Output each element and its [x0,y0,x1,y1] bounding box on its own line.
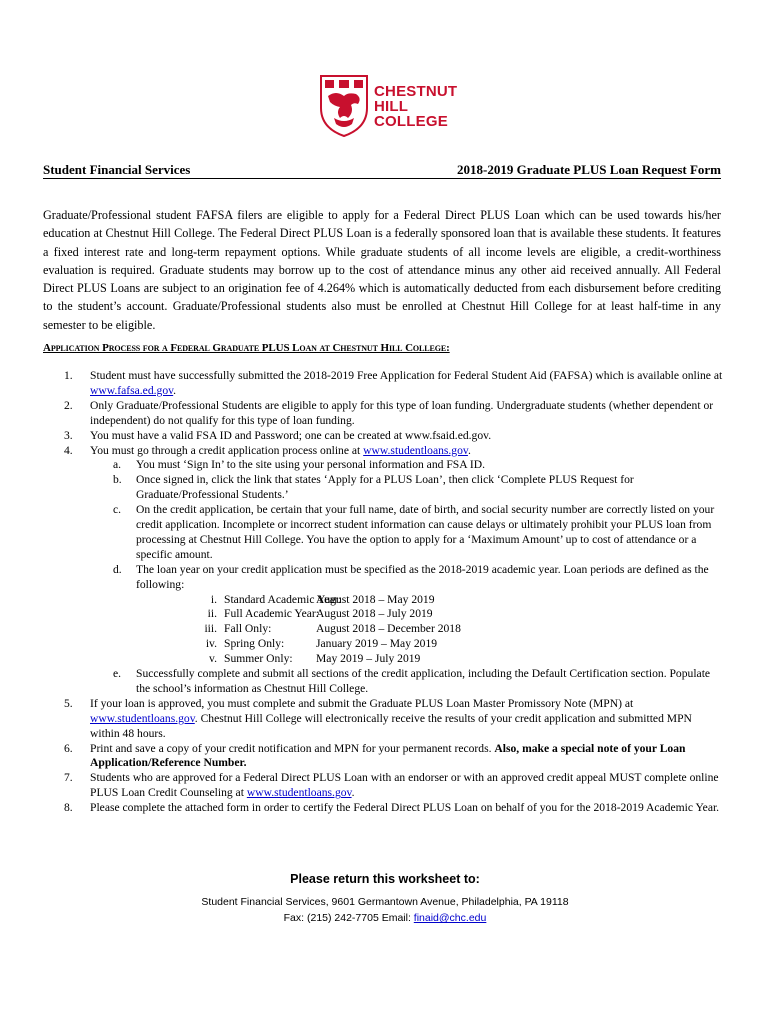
fax-text: Fax: (215) 242-7705 Email: [283,912,414,924]
sub-item [43,458,723,473]
period-value: August 2018 – December 2018 [316,622,461,636]
item-text: Print and save a copy of your credit notification and MPN for your permanent records. [90,741,495,755]
list-item [43,399,723,429]
loan-period-row [43,652,723,667]
period-label: Standard Academic Year: [224,592,342,606]
item-number: 4. [64,443,73,457]
sub-item-text: Once signed in, click the link that states ‘Apply for a PLUS Loan’, then click ‘Complete PLUS Request for Graduate/Professional Students.’ [136,473,634,502]
item-text: Students who are approved for a Federal Direct PLUS Loan with an endorser or with an approved credit appeal MUST complete online PLUS Loan Credit Counseling at [90,771,719,800]
list-item [43,771,723,801]
sub-item [43,563,723,593]
crest-icon [318,72,370,138]
section-heading: Application Process for a Federal Graduate PLUS Loan at Chestnut Hill College: [43,342,450,354]
logo-line: HILL [374,98,409,115]
list-item [43,697,723,742]
item-tail: . [351,786,355,800]
item-bold-note: Also, make a special note of your Loan Application/Reference Number. [90,741,686,770]
item-text: Student must have successfully submitted the 2018-2019 Free Application for Federal Student Aid (FAFSA) which is available online at [90,369,723,382]
logo-line: CHESTNUT [374,83,458,100]
logo-wordmark [374,84,457,129]
email-link[interactable]: finaid@chc.edu [413,912,487,924]
loan-period-row [43,593,723,608]
list-item [43,801,723,816]
period-number: iv. [205,637,217,651]
item-tail: . [467,443,471,457]
return-info [0,872,770,926]
return-title: Please return this worksheet to: [290,872,480,886]
item-number: 5. [64,696,73,710]
sub-item-letter: c. [113,503,122,517]
item-text: Only Graduate/Professional Students are eligible to apply for this type of loan funding. Undergraduate students (whether dependent or independent) do not qualify for this type of loan funding. [90,398,714,427]
studentloans-link[interactable]: www.studentloans.gov [90,711,195,725]
period-label: Spring Only: [224,637,285,651]
period-value: January 2019 – May 2019 [316,637,438,651]
return-address: Student Financial Services, 9601 Germantown Avenue, Philadelphia, PA 19118 [201,896,569,908]
item-text: You must go through a credit application process online at [90,443,364,457]
list-item [43,429,723,444]
list-item [43,369,723,399]
sub-item-text: The loan year on your credit application must be specified as the 2018-2019 academic year. Loan periods are defined as the following: [136,562,709,591]
sub-item-text: Successfully complete and submit all sections of the credit application, including the Default Certification section. Populate the school’s information as Chestnut Hill College. [136,667,711,695]
fafsa-link[interactable]: www.fafsa.ed.gov [90,383,174,397]
sub-item-letter: b. [113,473,122,487]
period-label: Summer Only: [224,652,293,666]
sub-item [43,503,723,563]
item-text: Please complete the attached form in order to certify the Federal Direct PLUS Loan on behalf of you for the 2018-2019 Academic Year. [90,801,720,815]
sub-item [43,667,723,697]
loan-period-row [43,637,723,652]
list-item [43,742,723,772]
document-header [43,162,721,179]
loan-period-row [43,622,723,637]
period-number: i. [210,592,217,606]
list-item [43,444,723,459]
item-number: 7. [64,771,73,785]
period-value: August 2018 – May 2019 [316,592,435,606]
sub-item-letter: d. [113,562,122,576]
sub-item-text: You must ‘Sign In’ to the site using your personal information and FSA ID. [136,458,485,472]
studentloans-link[interactable]: www.studentloans.gov [363,443,468,457]
sub-item [43,473,723,503]
logo-line: COLLEGE [374,113,448,130]
item-number: 2. [64,398,73,412]
studentloans-link[interactable]: www.studentloans.gov [246,786,352,800]
sub-item-text: On the credit application, be certain that your full name, date of birth, and social security number are correctly listed on your credit application. Incomplete or incorrect student information can cause delays or ultimately prohibit your PLUS loan from processing at Chestnut Hill College. You have the option to apply for a ‘Maximum Amount’ up to cost of attendance or a specific amount. [136,503,715,561]
period-label: Fall Only: [224,622,272,636]
form-title: 2018-2019 Graduate PLUS Loan Request Form [457,162,721,177]
application-steps [43,369,723,816]
item-tail: . Chestnut Hill College will electronically receive the results of your credit application and submitted MPN within 48 hours. [90,711,692,740]
item-tail: . [173,383,177,397]
period-value: August 2018 – July 2019 [316,607,433,621]
intro-paragraph: Graduate/Professional student FAFSA filers are eligible to apply for a Federal Direct PLUS Loan which can be used towards his/her education at Chestnut Hill College. The Federal Direct PLUS Loan is a federally sponsored loan that is available these students. It features a fixed interest rate and long-term repayment options. While graduate students of all income levels are eligible, a credit-worthiness evaluation is required. Graduate students may borrow up to the cost of attendance minus any other aid received annually. All Federal Direct PLUS Loans are subject to an origination fee of 4.264% which is automatically deducted from each disbursement before crediting to the student’s account. Graduate/Professional students also must be enrolled at Chestnut Hill College for at least half-time in any semester to be eligible. [43,208,721,332]
college-logo [318,72,458,140]
sub-item-letter: e. [113,667,122,681]
item-text: If your loan is approved, you must complete and submit the Graduate PLUS Loan Master Promissory Note (MPN) at [90,696,634,710]
department-name: Student Financial Services [43,162,191,177]
item-text: You must have a valid FSA ID and Password; one can be created at www.fsaid.ed.gov. [90,428,492,442]
period-value: May 2019 – July 2019 [316,652,421,666]
contact-line [0,910,770,926]
period-number: v. [209,652,217,666]
item-number: 1. [64,369,73,382]
loan-period-row [43,607,723,622]
period-number: iii. [204,622,217,636]
item-number: 8. [64,801,73,815]
period-label: Full Academic Year: [224,607,319,621]
item-number: 6. [64,741,73,755]
period-number: ii. [207,607,217,621]
sub-item-letter: a. [113,458,122,472]
item-number: 3. [64,428,73,442]
